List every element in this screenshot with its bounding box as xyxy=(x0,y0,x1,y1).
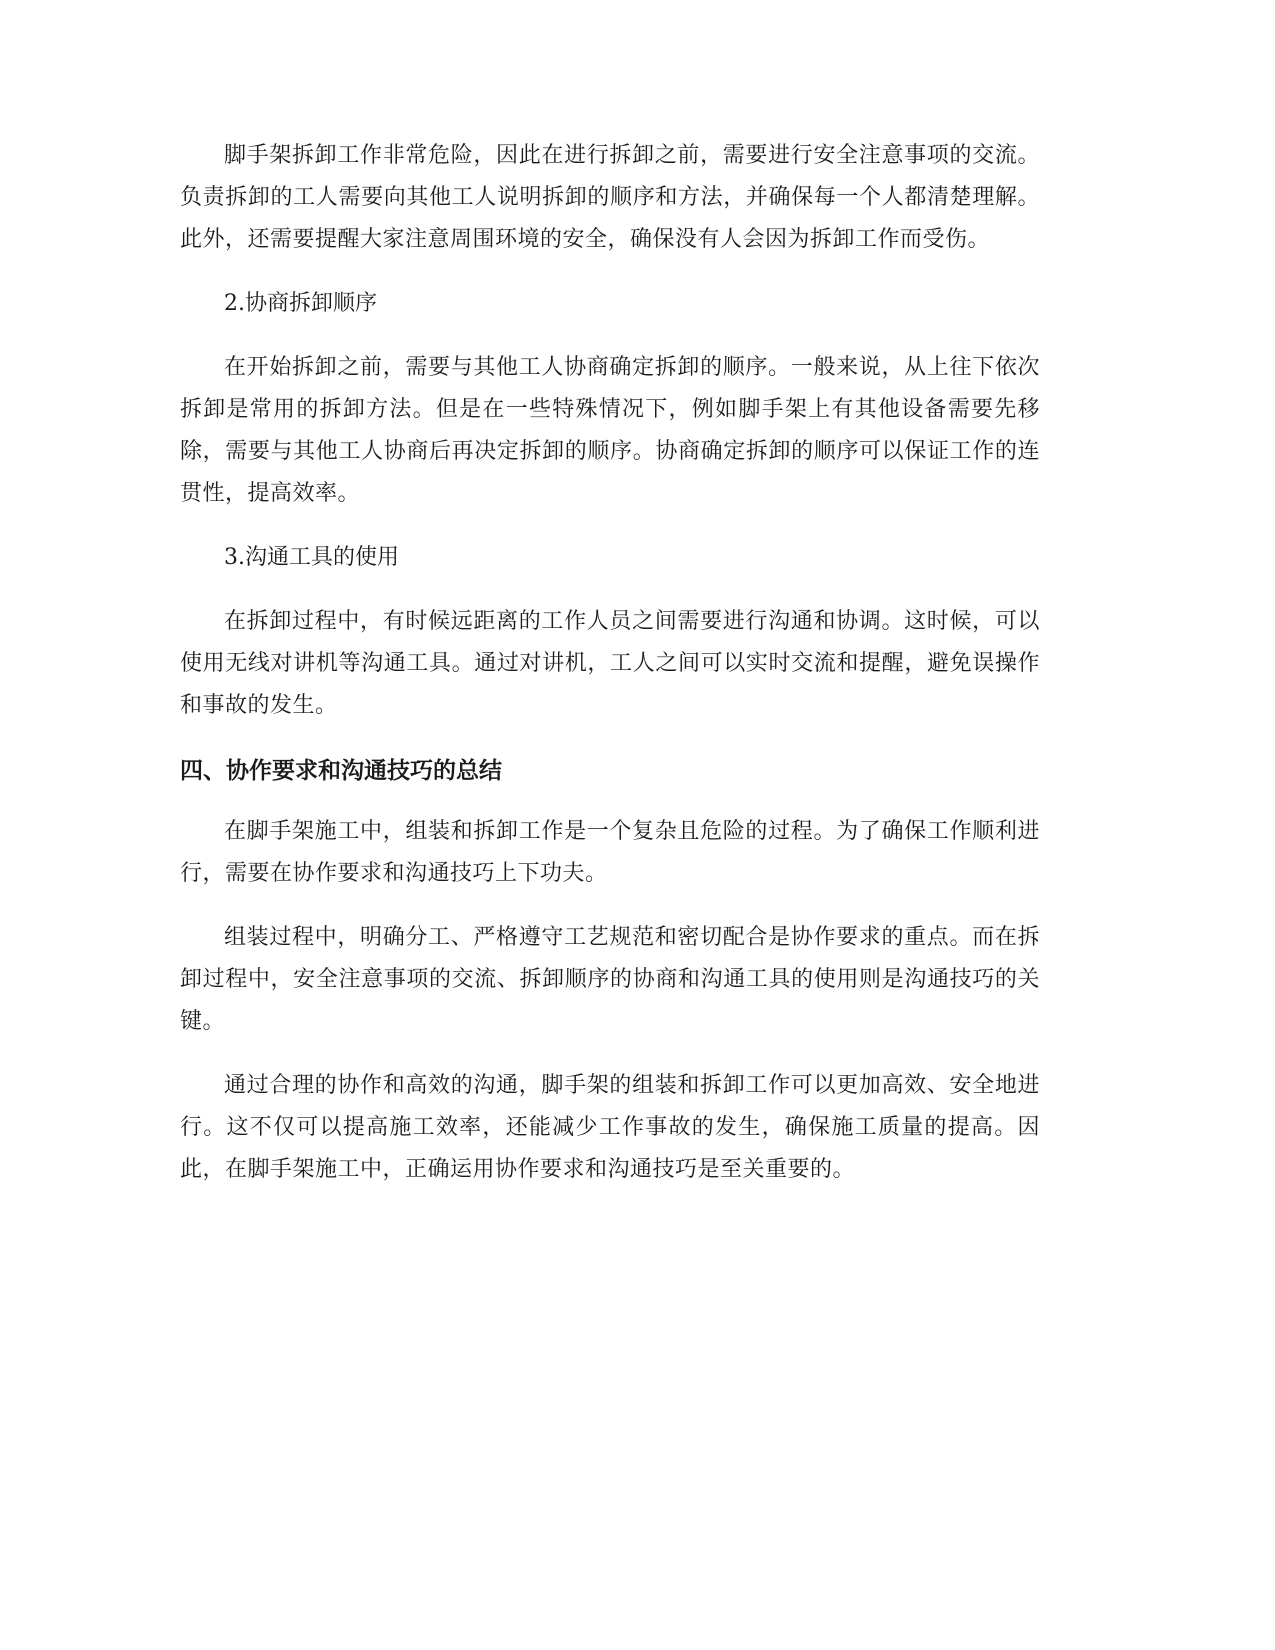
paragraph-summary-intro: 在脚手架施工中，组装和拆卸工作是一个复杂且危险的过程。为了确保工作顺利进行，需要在协作要求和沟通技巧上下功夫。 xyxy=(180,819,1040,886)
section-heading-summary: 四、协作要求和沟通技巧的总结 xyxy=(180,758,502,784)
document-body xyxy=(180,135,1040,1213)
paragraph-summary-conclusion: 通过合理的协作和高效的沟通，脚手架的组装和拆卸工作可以更加高效、安全地进行。这不仅可以提高施工效率，还能减少工作事故的发生，确保施工质量的提高。因此，在脚手架施工中，正确运用协作要求和沟通技巧是至关重要的。 xyxy=(180,1073,1040,1182)
subheading-communication-tools: 3.沟通工具的使用 xyxy=(224,545,399,570)
paragraph-safety-communication: 脚手架拆卸工作非常危险，因此在进行拆卸之前，需要进行安全注意事项的交流。负责拆卸的工人需要向其他工人说明拆卸的顺序和方法，并确保每一个人都清楚理解。此外，还需要提醒大家注意周围环境的安全，确保没有人会因为拆卸工作而受伤。 xyxy=(180,143,1040,252)
paragraph-dismantle-order: 在开始拆卸之前，需要与其他工人协商确定拆卸的顺序。一般来说，从上往下依次拆卸是常用的拆卸方法。但是在一些特殊情况下，例如脚手架上有其他设备需要先移除，需要与其他工人协商后再决定拆卸的顺序。协商确定拆卸的顺序可以保证工作的连贯性，提高效率。 xyxy=(180,355,1040,506)
paragraph-summary-key-points: 组装过程中，明确分工、严格遵守工艺规范和密切配合是协作要求的重点。而在拆卸过程中，安全注意事项的交流、拆卸顺序的协商和沟通工具的使用则是沟通技巧的关键。 xyxy=(180,925,1040,1034)
paragraph-communication-tools: 在拆卸过程中，有时候远距离的工作人员之间需要进行沟通和协调。这时候，可以使用无线对讲机等沟通工具。通过对讲机，工人之间可以实时交流和提醒，避免误操作和事故的发生。 xyxy=(180,609,1040,718)
subheading-dismantle-order: 2.协商拆卸顺序 xyxy=(224,291,377,316)
